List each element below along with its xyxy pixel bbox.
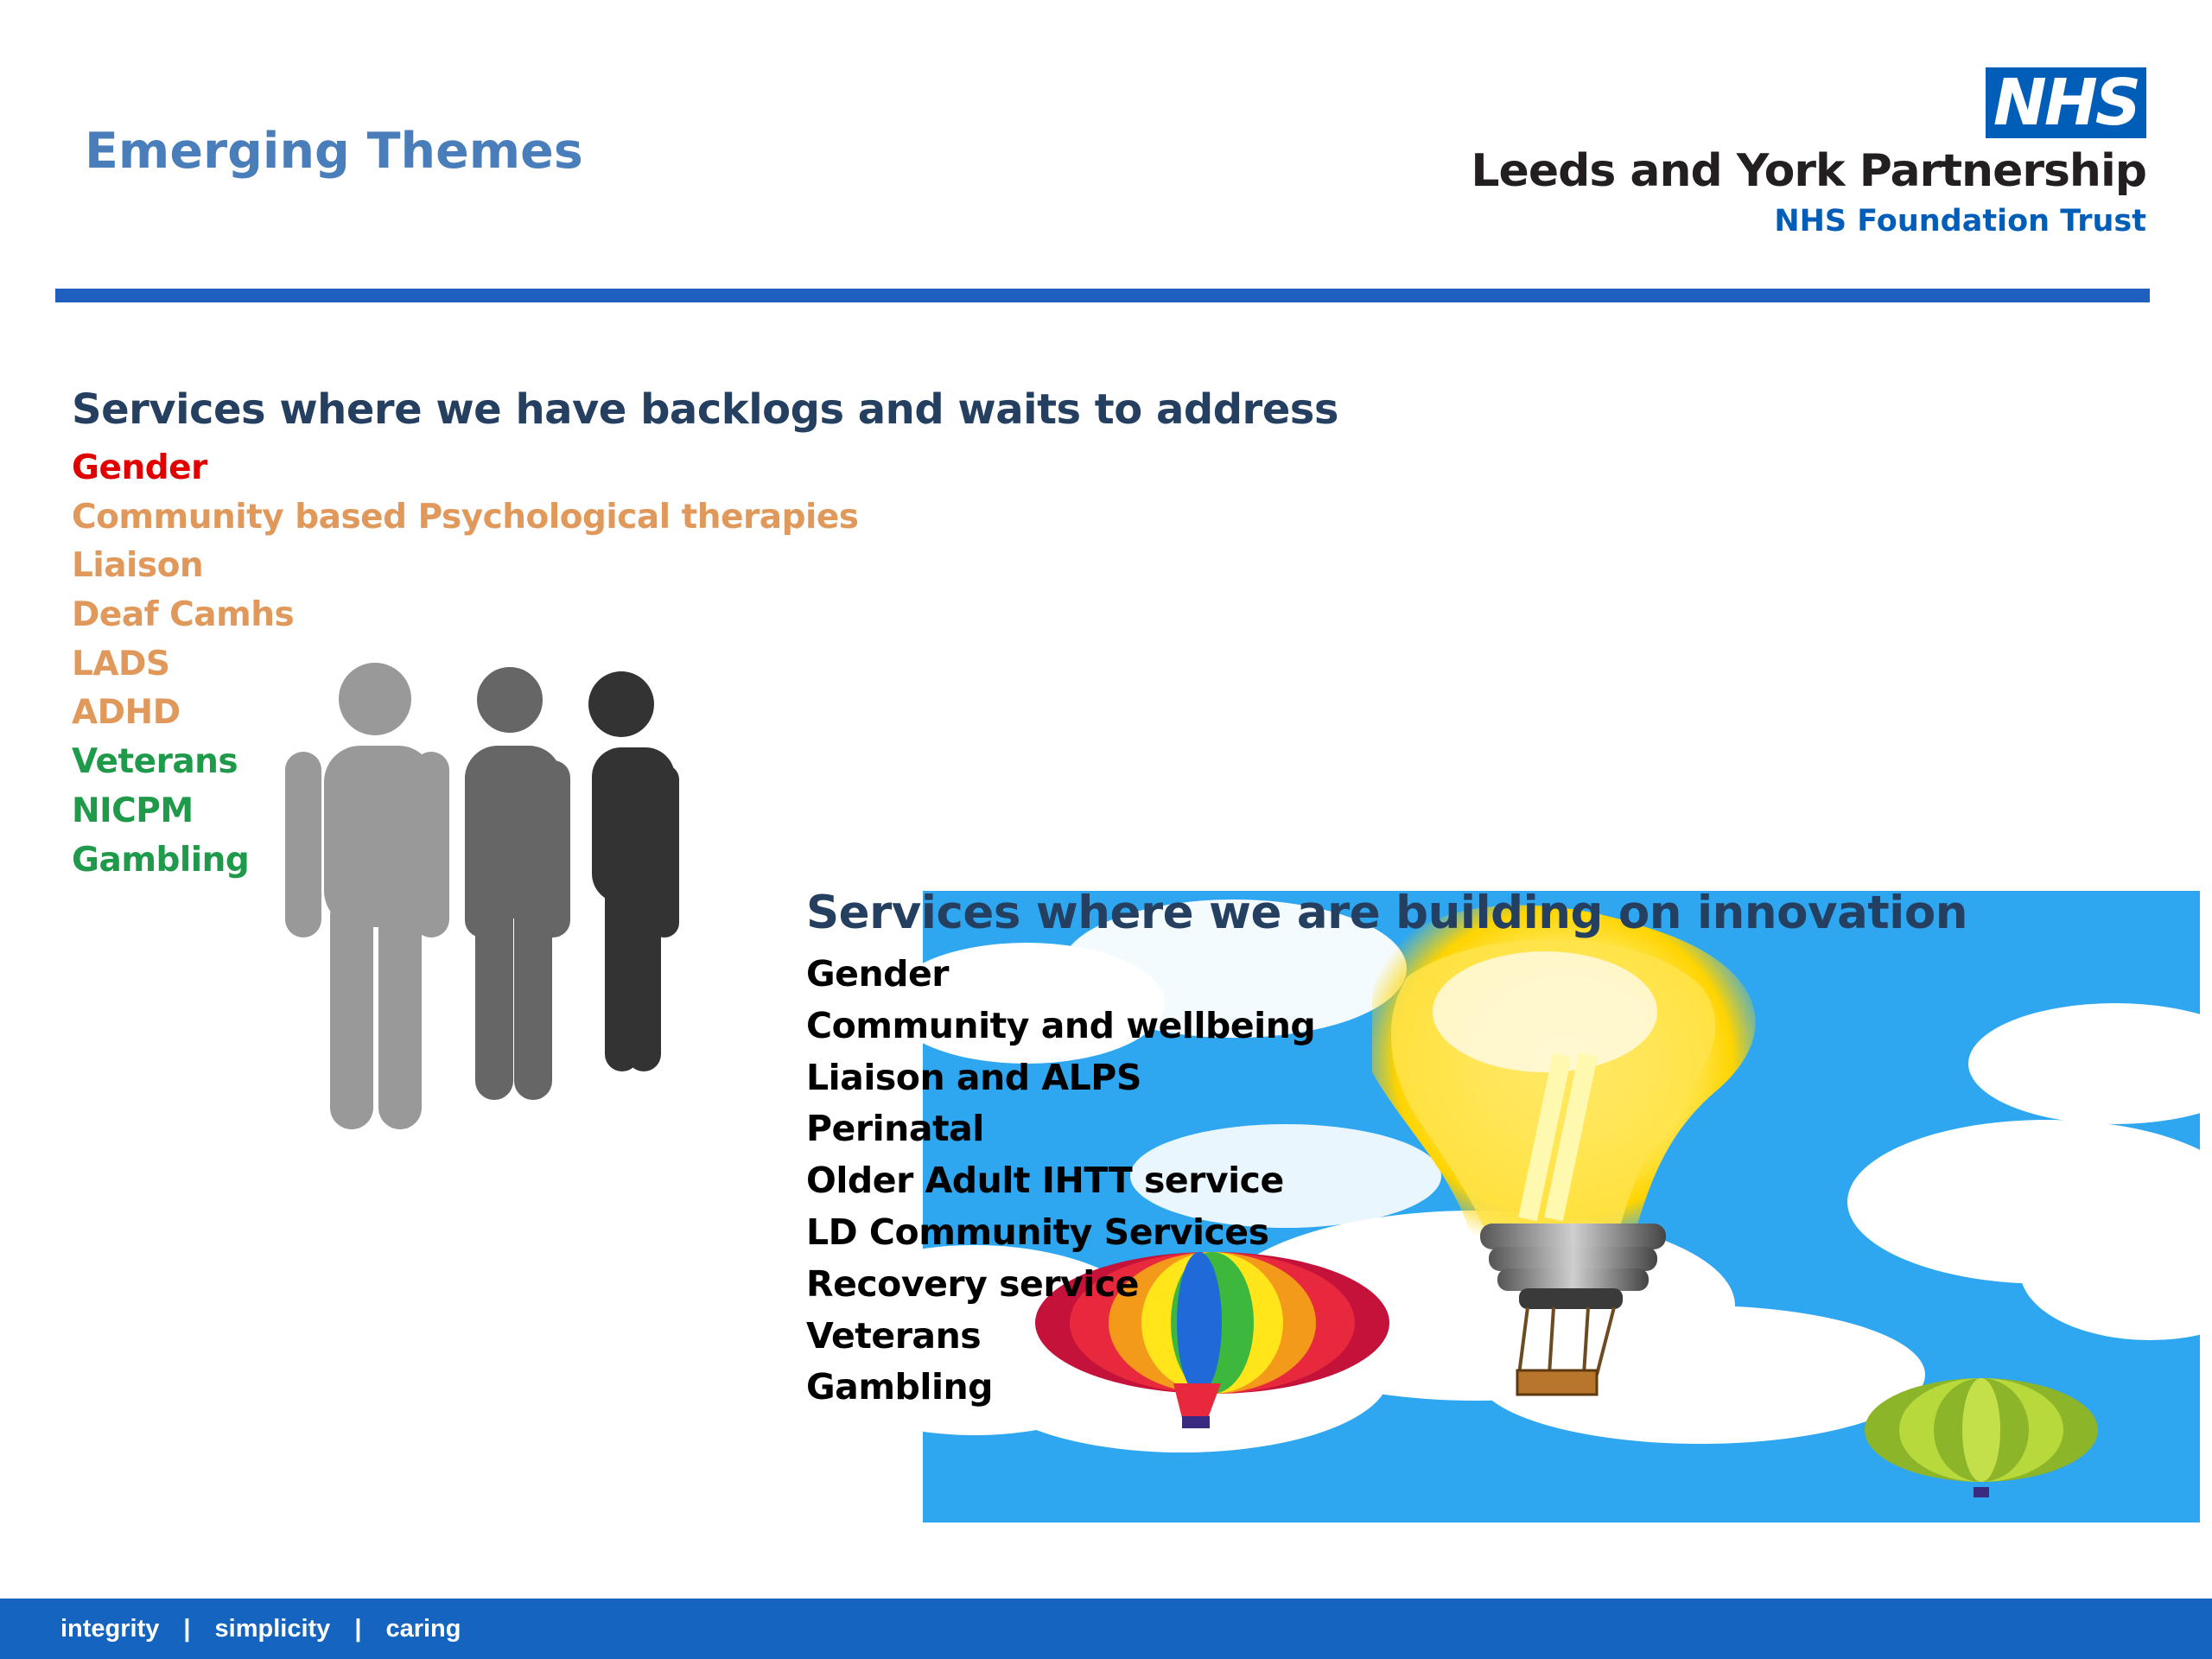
footer-bar <box>0 1599 2212 1659</box>
backlog-item: Gambling <box>72 840 250 880</box>
logo-organisation: Leeds and York Partnership <box>1471 145 2146 197</box>
footer-value-caring: caring <box>385 1615 461 1643</box>
backlog-item: ADHD <box>72 693 181 733</box>
innovation-heading: Services where we are building on innovation <box>806 887 1967 939</box>
innovation-item: Community and wellbeing <box>806 1004 1316 1046</box>
logo-subtitle: NHS Foundation Trust <box>1774 204 2146 238</box>
backlog-item: Veterans <box>72 742 238 782</box>
page-title: Emerging Themes <box>85 123 583 180</box>
footer-value-integrity: integrity <box>60 1615 160 1643</box>
innovation-item: Gender <box>806 953 950 995</box>
innovation-item: Veterans <box>806 1314 982 1357</box>
backlog-item: Gender <box>72 448 207 487</box>
innovation-item: Older Adult IHTT service <box>806 1160 1284 1202</box>
backlog-item: LADS <box>72 644 170 683</box>
backlog-item: Deaf Camhs <box>72 595 295 635</box>
backlog-item: NICPM <box>72 791 194 830</box>
innovation-list <box>806 949 1315 1414</box>
backlog-item: Liaison <box>72 546 204 586</box>
footer-separator: | <box>183 1615 191 1643</box>
footer-separator: | <box>354 1615 362 1643</box>
footer-value-simplicity: simplicity <box>214 1615 331 1643</box>
innovation-item: LD Community Services <box>806 1211 1269 1253</box>
backlog-item: Community based Psychological therapies <box>72 497 859 537</box>
header-divider <box>55 289 2150 302</box>
backlogs-heading: Services where we have backlogs and waits to address <box>72 385 1338 434</box>
innovation-item: Perinatal <box>806 1108 984 1150</box>
innovation-item: Recovery service <box>806 1262 1139 1305</box>
innovation-item: Liaison and ALPS <box>806 1056 1141 1098</box>
people-icon <box>276 652 709 1136</box>
nhs-logo: NHS <box>1986 67 2146 138</box>
innovation-item: Gambling <box>806 1366 994 1408</box>
